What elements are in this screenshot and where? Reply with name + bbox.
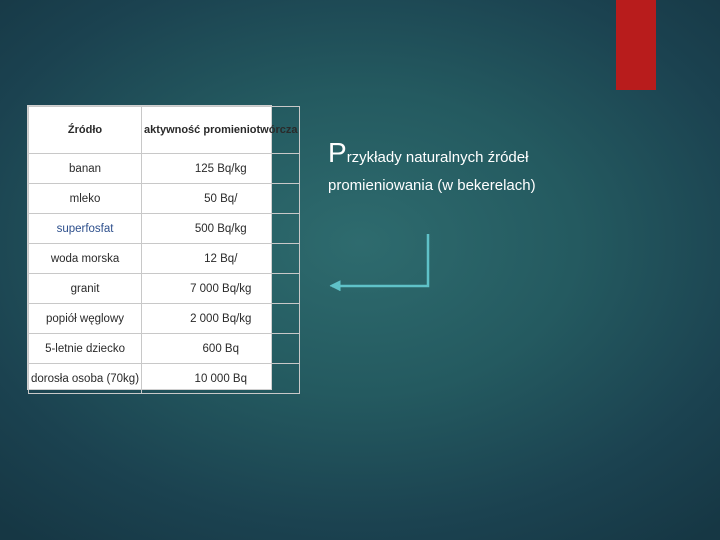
- activity-cell: 12 Bq/: [142, 244, 300, 274]
- source-cell: popiół węglowy: [29, 304, 142, 334]
- table-row: [29, 154, 300, 184]
- left-pointing-arrow-icon: [318, 232, 436, 296]
- table-row: [29, 214, 300, 244]
- activity-table: [28, 106, 298, 389]
- header-activity: aktywność promieniotwórcza: [142, 107, 300, 154]
- table-row: [29, 184, 300, 214]
- source-cell: 5-letnie dziecko: [29, 334, 142, 364]
- source-cell: woda morska: [29, 244, 142, 274]
- accent-bar: [616, 0, 656, 90]
- table-row: [29, 274, 300, 304]
- source-cell: granit: [29, 274, 142, 304]
- title-line-2: promieniowania (w bekerelach): [328, 177, 536, 194]
- activity-cell: 500 Bq/kg: [142, 214, 300, 244]
- source-cell: banan: [29, 154, 142, 184]
- activity-cell: 10 000 Bq: [142, 364, 300, 394]
- source-cell: superfosfat: [29, 214, 142, 244]
- title-line-1: [328, 137, 658, 171]
- activity-cell: 125 Bq/kg: [142, 154, 300, 184]
- activity-cell: 50 Bq/: [142, 184, 300, 214]
- source-cell: dorosła osoba (70kg): [29, 364, 142, 394]
- activity-cell: 7 000 Bq/kg: [142, 274, 300, 304]
- table-row: [29, 244, 300, 274]
- table-header-row: [29, 107, 300, 154]
- table-row: [29, 364, 300, 394]
- slide-title: [328, 137, 658, 197]
- activity-cell: 2 000 Bq/kg: [142, 304, 300, 334]
- title-line-1-text: rzykłady naturalnych źródeł: [346, 149, 529, 166]
- source-cell: mleko: [29, 184, 142, 214]
- header-source: Źródło: [29, 107, 142, 154]
- activity-cell: 600 Bq: [142, 334, 300, 364]
- table-row: [29, 334, 300, 364]
- table-row: [29, 304, 300, 334]
- title-initial: P: [328, 137, 347, 168]
